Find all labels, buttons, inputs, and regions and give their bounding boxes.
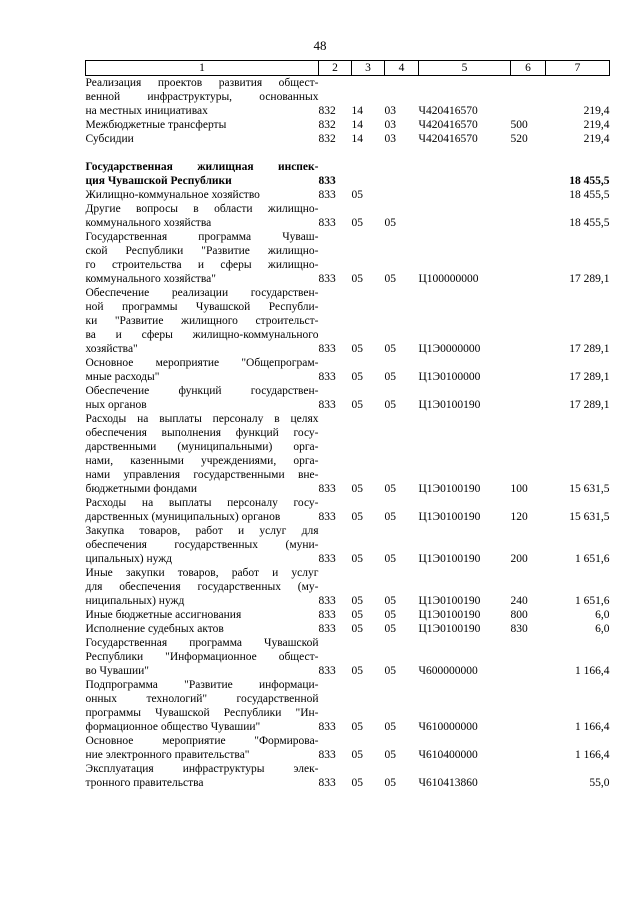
target-article-code: Ц1Э0100190: [418, 609, 481, 621]
subsection-code: 03: [384, 133, 396, 145]
row-name-line: ция Чувашской Республики: [85, 175, 232, 187]
section-code: 05: [351, 777, 363, 789]
row-name-line: ципальных) нужд: [85, 553, 173, 565]
expense-type-code: [511, 230, 546, 286]
column-header: 4: [385, 61, 419, 76]
table-row: [86, 202, 610, 230]
row-name-line: ние электронного правительства": [85, 749, 250, 761]
row-name: [86, 678, 319, 734]
column-header: 1: [86, 61, 319, 76]
row-name: [86, 734, 319, 762]
amount: 1 651,6: [575, 595, 610, 607]
amount: 1 166,4: [575, 665, 610, 677]
row-name-line: ки "Развитие жилищного строительст-: [85, 315, 319, 327]
row-name: [86, 118, 319, 132]
row-name: [86, 160, 319, 188]
table-row: [86, 524, 610, 566]
admin-code: 833: [318, 189, 336, 201]
target-article-code: [419, 188, 511, 202]
row-name-line: Государственная жилищная инспек-: [85, 161, 319, 173]
subsection-code: 05: [384, 483, 396, 495]
row-name-line: Закупка товаров, работ и услуг для: [85, 525, 319, 537]
section-code: 05: [351, 595, 363, 607]
row-name-line: Иные бюджетные ассигнования: [85, 609, 242, 621]
row-name-line: нами управления государственными вне-: [85, 469, 319, 481]
table-row: [86, 188, 610, 202]
target-article-code: Ч420416570: [418, 119, 478, 131]
row-name: [86, 384, 319, 412]
amount: 17 289,1: [569, 371, 610, 383]
table-row: [86, 76, 610, 119]
row-name-line: для обеспечения государственных (му-: [85, 581, 319, 593]
expense-type-code: [511, 734, 546, 762]
row-name-line: дарственных (муниципальных) органов: [85, 511, 281, 523]
subsection-code: 05: [384, 371, 396, 383]
expense-type-code: [511, 636, 546, 678]
target-article-code: Ч420416570: [418, 105, 478, 117]
expense-type-code: [511, 678, 546, 734]
table-body: [86, 76, 610, 791]
row-name-line: Обеспечение реализации государствен-: [85, 287, 319, 299]
target-article-code: [419, 160, 511, 188]
target-article-code: Ч610400000: [418, 749, 478, 761]
row-name: [86, 202, 319, 230]
admin-code: 832: [318, 105, 336, 117]
row-name: [86, 132, 319, 146]
amount: 1 166,4: [575, 721, 610, 733]
admin-code: 833: [318, 595, 336, 607]
subsection-code: 05: [384, 623, 396, 635]
admin-code: 833: [318, 343, 336, 355]
expense-type-code: [511, 384, 546, 412]
target-article-code: Ц100000000: [418, 273, 479, 285]
table-row: [86, 384, 610, 412]
table-row: [86, 678, 610, 734]
budget-table: [85, 60, 610, 790]
row-name-line: Расходы на выплаты персоналу в целях: [85, 413, 319, 425]
row-name-line: Расходы на выплаты персоналу госу-: [85, 497, 319, 509]
subsection-code: 05: [384, 777, 396, 789]
subsection-code: 05: [384, 553, 396, 565]
table-row: [86, 118, 610, 132]
row-name-line: обеспечения выполнения функций госу-: [85, 427, 319, 439]
row-name: [86, 608, 319, 622]
row-name: [86, 412, 319, 496]
row-name-line: Республики "Информационное общест-: [85, 651, 319, 663]
target-article-code: Ц1Э0100190: [418, 553, 481, 565]
admin-code: 832: [318, 119, 336, 131]
row-name-line: Обеспечение функций государствен-: [85, 385, 319, 397]
row-name: [86, 524, 319, 566]
section-code: 14: [351, 105, 363, 117]
row-name-line: обеспечения государственных (муни-: [85, 539, 319, 551]
table-row: [86, 160, 610, 188]
admin-code: 833: [318, 777, 336, 789]
subsection-code: 05: [384, 217, 396, 229]
row-name-line: мные расходы": [85, 371, 160, 383]
expense-type-code: 830: [510, 623, 528, 635]
amount: 18 455,5: [569, 175, 610, 187]
admin-code: 833: [318, 623, 336, 635]
subsection-code: 03: [384, 105, 396, 117]
section-code: 05: [351, 371, 363, 383]
target-article-code: Ц1Э0100190: [418, 623, 481, 635]
admin-code: 833: [318, 483, 336, 495]
target-article-code: Ц1Э0000000: [418, 343, 481, 355]
target-article-code: [419, 202, 511, 230]
table-row: [86, 412, 610, 496]
admin-code: 833: [318, 175, 336, 187]
row-name-line: Государственная программа Чуваш-: [85, 231, 319, 243]
row-name: [86, 622, 319, 636]
row-name-line: на местных инициативах: [85, 105, 208, 117]
subsection-code: [385, 188, 419, 202]
section-code: 05: [351, 609, 363, 621]
row-name-line: го строительства и сферы жилищно-: [85, 259, 319, 271]
row-name-line: коммунального хозяйства: [85, 217, 212, 229]
amount: 15 631,5: [569, 483, 610, 495]
column-header: 3: [352, 61, 385, 76]
amount: 55,0: [589, 777, 610, 789]
section-code: [352, 160, 385, 188]
table-row: [86, 608, 610, 622]
table-row: [86, 636, 610, 678]
admin-code: 833: [318, 217, 336, 229]
section-code: 14: [351, 119, 363, 131]
amount: 219,4: [583, 133, 610, 145]
target-article-code: Ч420416570: [418, 133, 478, 145]
admin-code: 833: [318, 721, 336, 733]
target-article-code: Ц1Э0100190: [418, 511, 481, 523]
subsection-code: 03: [384, 119, 396, 131]
row-name-line: бюджетными фондами: [85, 483, 198, 495]
row-name: [86, 188, 319, 202]
amount: 15 631,5: [569, 511, 610, 523]
section-code: 05: [351, 623, 363, 635]
row-name: [86, 76, 319, 119]
row-name-line: венной инфраструктуры, основанных: [85, 91, 319, 103]
row-name: [86, 636, 319, 678]
amount: 17 289,1: [569, 273, 610, 285]
admin-code: 832: [318, 133, 336, 145]
subsection-code: 05: [384, 665, 396, 677]
subsection-code: [385, 160, 419, 188]
row-name-line: коммунального хозяйства": [85, 273, 216, 285]
row-name-line: Другие вопросы в области жилищно-: [85, 203, 319, 215]
admin-code: 833: [318, 273, 336, 285]
expense-type-code: [511, 202, 546, 230]
table-row: [86, 762, 610, 790]
row-name-line: программы Чувашской Республики "Ин-: [85, 707, 319, 719]
amount: 219,4: [583, 105, 610, 117]
row-name-line: ской Республики "Развитие жилищно-: [85, 245, 319, 257]
page-number: 48: [313, 38, 327, 53]
admin-code: 833: [318, 609, 336, 621]
column-header: 2: [319, 61, 352, 76]
admin-code: 833: [318, 371, 336, 383]
section-code: 05: [351, 483, 363, 495]
table-spacer-row: [86, 146, 610, 160]
table-row: [86, 496, 610, 524]
subsection-code: 05: [384, 343, 396, 355]
expense-type-code: 240: [510, 595, 528, 607]
target-article-code: Ц1Э0100190: [418, 595, 481, 607]
row-name-line: хозяйства": [85, 343, 138, 355]
row-name-line: ной программы Чувашской Республи-: [85, 301, 319, 313]
target-article-code: Ч610413860: [418, 777, 478, 789]
expense-type-code: [511, 76, 546, 119]
amount: 6,0: [595, 623, 610, 635]
row-name: [86, 762, 319, 790]
admin-code: 833: [318, 553, 336, 565]
row-name-line: Иные закупки товаров, работ и услуг: [85, 567, 319, 579]
row-name-line: Субсидии: [85, 133, 134, 145]
row-name-line: нами, казенными учреждениями, орга-: [85, 455, 319, 467]
subsection-code: 05: [384, 749, 396, 761]
amount: 6,0: [595, 609, 610, 621]
target-article-code: Ц1Э0100000: [418, 371, 481, 383]
table-row: [86, 734, 610, 762]
expense-type-code: [511, 356, 546, 384]
section-code: 05: [351, 189, 363, 201]
amount: 17 289,1: [569, 343, 610, 355]
row-name-line: тронного правительства: [85, 777, 204, 789]
amount: 18 455,5: [569, 217, 610, 229]
amount: 1 166,4: [575, 749, 610, 761]
admin-code: 833: [318, 749, 336, 761]
subsection-code: 05: [384, 609, 396, 621]
expense-type-code: 200: [510, 553, 528, 565]
expense-type-code: 100: [510, 483, 528, 495]
row-name-line: Реализация проектов развития общест-: [85, 77, 319, 89]
table-header-row: [86, 61, 610, 76]
expense-type-code: [511, 286, 546, 356]
section-code: 05: [351, 217, 363, 229]
subsection-code: 05: [384, 399, 396, 411]
section-code: 05: [351, 749, 363, 761]
amount: 18 455,5: [569, 189, 610, 201]
subsection-code: 05: [384, 273, 396, 285]
section-code: 14: [351, 133, 363, 145]
row-name-line: Межбюджетные трансферты: [85, 119, 227, 131]
admin-code: 833: [318, 511, 336, 523]
expense-type-code: 800: [510, 609, 528, 621]
subsection-code: 05: [384, 511, 396, 523]
row-name-line: формационное общество Чувашии": [85, 721, 261, 733]
subsection-code: 05: [384, 721, 396, 733]
column-header: 6: [511, 61, 546, 76]
table-row: [86, 132, 610, 146]
row-name-line: Государственная программа Чувашской: [85, 637, 319, 649]
row-name-line: Основное мероприятие "Формирова-: [85, 735, 319, 747]
row-name: [86, 286, 319, 356]
table-row: [86, 286, 610, 356]
row-name: [86, 566, 319, 608]
row-name: [86, 496, 319, 524]
row-name-line: Жилищно-коммунальное хозяйство: [85, 189, 260, 201]
admin-code: 833: [318, 399, 336, 411]
table-row: [86, 356, 610, 384]
section-code: 05: [351, 665, 363, 677]
row-name-line: ва и сферы жилищно-коммунального: [85, 329, 319, 341]
expense-type-code: 120: [510, 511, 528, 523]
expense-type-code: 500: [510, 119, 528, 131]
row-name-line: Исполнение судебных актов: [85, 623, 224, 635]
row-name-line: Основное мероприятие "Общепрограм-: [85, 357, 319, 369]
target-article-code: Ц1Э0100190: [418, 483, 481, 495]
amount: 1 651,6: [575, 553, 610, 565]
section-code: 05: [351, 553, 363, 565]
section-code: 05: [351, 721, 363, 733]
row-name-line: Эксплуатация инфраструктуры элек-: [85, 763, 319, 775]
row-name-line: Подпрограмма "Развитие информаци-: [85, 679, 319, 691]
target-article-code: Ч600000000: [418, 665, 478, 677]
row-name-line: онных технологий" государственной: [85, 693, 319, 705]
amount: 17 289,1: [569, 399, 610, 411]
target-article-code: Ч610000000: [418, 721, 478, 733]
spacer-cell: [86, 146, 610, 160]
expense-type-code: [511, 762, 546, 790]
section-code: 05: [351, 343, 363, 355]
amount: 219,4: [583, 119, 610, 131]
row-name-line: во Чувашии": [85, 665, 149, 677]
section-code: 05: [351, 399, 363, 411]
section-code: 05: [351, 273, 363, 285]
expense-type-code: [511, 160, 546, 188]
row-name: [86, 356, 319, 384]
column-header: 7: [546, 61, 610, 76]
expense-type-code: 520: [510, 133, 528, 145]
expense-type-code: [511, 188, 546, 202]
row-name-line: дарственными (муниципальными) орга-: [85, 441, 319, 453]
target-article-code: Ц1Э0100190: [418, 399, 481, 411]
table-row: [86, 566, 610, 608]
row-name-line: ных органов: [85, 399, 147, 411]
row-name-line: ниципальных) нужд: [85, 595, 185, 607]
section-code: 05: [351, 511, 363, 523]
subsection-code: 05: [384, 595, 396, 607]
table-row: [86, 622, 610, 636]
admin-code: 833: [318, 665, 336, 677]
row-name: [86, 230, 319, 286]
table-row: [86, 230, 610, 286]
column-header: 5: [419, 61, 511, 76]
